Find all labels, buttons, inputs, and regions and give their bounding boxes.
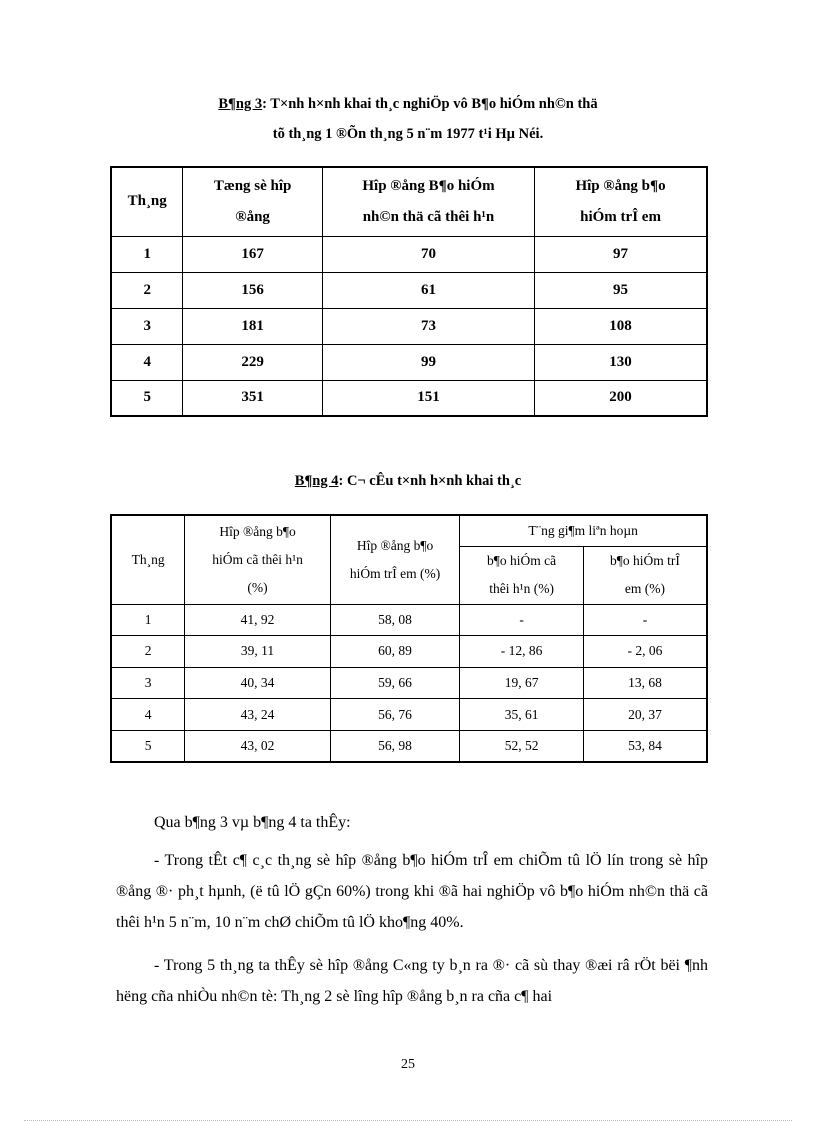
table4-cell: 60, 89 xyxy=(330,636,460,668)
table4-header-row-1 xyxy=(111,515,707,546)
table3-row xyxy=(111,272,707,308)
table3-row xyxy=(111,380,707,416)
table4-cell: 3 xyxy=(111,667,185,699)
table4-cell: 43, 02 xyxy=(185,730,330,762)
table3-cell: 108 xyxy=(535,308,707,344)
table3-cell: 5 xyxy=(111,380,183,416)
table3-caption-text: : T×nh h×nh khai th¸c nghiÖp vô B¶o hiÓm nh©n thä xyxy=(262,96,598,112)
table4-cell: 58, 08 xyxy=(330,604,460,636)
table3-cell: 2 xyxy=(111,272,183,308)
table3-cell: 130 xyxy=(535,344,707,380)
table3-cell: 70 xyxy=(322,236,534,272)
table3-header-total: Tæng sè hîp ®ång xyxy=(183,167,323,236)
table3 xyxy=(110,166,708,417)
table4-cell: 19, 67 xyxy=(460,667,584,699)
table4-header-month: Th¸ng xyxy=(111,515,185,604)
table3-cell: 167 xyxy=(183,236,323,272)
table3-header-term: Hîp ®ång B¶o hiÓm nh©n thä cã thêi h¹n xyxy=(322,167,534,236)
table4-row xyxy=(111,667,707,699)
table4-cell: 59, 66 xyxy=(330,667,460,699)
paragraph-2: - Trong 5 th¸ng ta thÊy sè hîp ®ång C«ng ty b¸n ra ®· cã sù thay ®æi râ rÖt bëi ¶nh hëng cña nhiÒu nh©n tè: Th¸ng 2 sè lîng hîp ®ång b¸n ra cña c¶ hai xyxy=(116,957,708,1005)
table4-cell: - 2, 06 xyxy=(583,636,707,668)
table3-header-child: Hîp ®ång b¶o hiÓm trÎ em xyxy=(535,167,707,236)
table3-cell: 97 xyxy=(535,236,707,272)
table4-cell: 1 xyxy=(111,604,185,636)
table4-cell: 4 xyxy=(111,699,185,731)
table4-cell: - 12, 86 xyxy=(460,636,584,668)
footer-divider xyxy=(24,1120,792,1121)
table3-label: B¶ng 3 xyxy=(218,96,263,112)
table4-header-term: Hîp ®ång b¶o hiÓm cã thêi h¹n (%) xyxy=(185,515,330,604)
table3-row xyxy=(111,344,707,380)
table4-header-sub-child: b¶o hiÓm trÎ em (%) xyxy=(583,546,707,604)
table4-label: B¶ng 4 xyxy=(294,473,339,489)
table3-cell: 4 xyxy=(111,344,183,380)
table3-header-row xyxy=(111,167,707,236)
table4-cell: 20, 37 xyxy=(583,699,707,731)
table4-cell: - xyxy=(460,604,584,636)
table4-cell: 2 xyxy=(111,636,185,668)
table3-header-month: Th¸ng xyxy=(111,167,183,236)
table4-row xyxy=(111,636,707,668)
table3-row xyxy=(111,308,707,344)
table4 xyxy=(110,514,708,763)
table3-cell: 99 xyxy=(322,344,534,380)
table3-cell: 181 xyxy=(183,308,323,344)
table4-cell: 40, 34 xyxy=(185,667,330,699)
table4-header-group: T¨ng gi¶m liªn hoµn xyxy=(460,515,707,546)
table3-row xyxy=(111,236,707,272)
paragraph-intro: Qua b¶ng 3 vµ b¶ng 4 ta thÊy: xyxy=(154,814,351,831)
page-number: 25 xyxy=(401,1057,415,1072)
table3-cell: 200 xyxy=(535,380,707,416)
table4-cell: 52, 52 xyxy=(460,730,584,762)
table3-cell: 229 xyxy=(183,344,323,380)
table3-cell: 61 xyxy=(322,272,534,308)
table4-row xyxy=(111,699,707,731)
table4-cell: 35, 61 xyxy=(460,699,584,731)
table4-header-child: Hîp ®ång b¶o hiÓm trÎ em (%) xyxy=(330,515,460,604)
table3-cell: 95 xyxy=(535,272,707,308)
table4-cell: 56, 76 xyxy=(330,699,460,731)
table4-caption xyxy=(110,466,706,496)
table3-caption-line2: tõ th¸ng 1 ®Õn th¸ng 5 n¨m 1977 t¹i Hµ Néi. xyxy=(272,126,544,142)
table4-row xyxy=(111,730,707,762)
table4-cell: 43, 24 xyxy=(185,699,330,731)
table3-cell: 3 xyxy=(111,308,183,344)
table3-cell: 156 xyxy=(183,272,323,308)
table3-cell: 351 xyxy=(183,380,323,416)
table4-row xyxy=(111,604,707,636)
table4-caption-text: : C¬ cÊu t×nh h×nh khai th¸c xyxy=(338,473,522,489)
table3-caption xyxy=(110,89,706,119)
table3-cell: 151 xyxy=(322,380,534,416)
table4-cell: 41, 92 xyxy=(185,604,330,636)
table4-cell: 39, 11 xyxy=(185,636,330,668)
table3-cell: 1 xyxy=(111,236,183,272)
table4-header-sub-term: b¶o hiÓm cã thêi h¹n (%) xyxy=(460,546,584,604)
table4-cell: 56, 98 xyxy=(330,730,460,762)
table4-cell: 53, 84 xyxy=(583,730,707,762)
table4-cell: 13, 68 xyxy=(583,667,707,699)
table4-cell: 5 xyxy=(111,730,185,762)
paragraph-1: - Trong tÊt c¶ c¸c th¸ng sè hîp ®ång b¶o hiÓm trÎ em chiÕm tû lÖ lín trong sè hîp ®ång ®· ph¸t hµnh, (ë tû lÖ gÇn 60%) trong khi ®ã hai nghiÖp vô b¶o hiÓm nh©n thä cã thêi h¹n 5 n¨m, 10 n¨m chØ chiÕm tû lÖ kho¶ng 40%. xyxy=(116,852,708,931)
table3-cell: 73 xyxy=(322,308,534,344)
table4-cell: - xyxy=(583,604,707,636)
